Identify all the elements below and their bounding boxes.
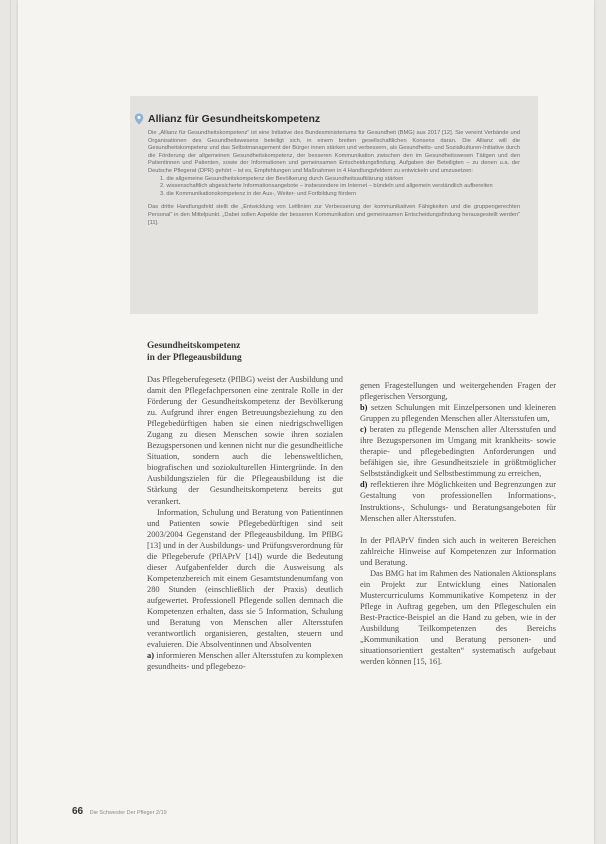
list-text: beraten zu pflegende Menschen aller Altersstufen und ihre Bezugspersonen im Umgang mit krankheits- sowie therapie- und pflegebedingten Anforderungen und befähigen sie, ihre Gesundheitsziele in größtmöglicher Selbstständigkeit und Selbstbestimmung zu erreichen, (360, 425, 556, 479)
location-pin-icon (134, 113, 144, 125)
page-number: 66 (72, 806, 84, 817)
body-paragraph: Information, Schulung und Beratung von Patientinnen und Patienten sowie Pflegebedürftigen sind seit 2003/2004 Gegenstand der Pflegeausbildung. Im PflBG [13] und in der Ausbildungs- und Prüfungsverordnung für die Pflegeberufe (PflAPrV [14]) wurde die Bedeutung dieser Aufgabenfelder durch die Ausweisung als Kompetenzbereich mit einem Gesamtstundenumfang von 280 Stunden (einschließlich der Praxis) deutlich aufgewertet. Professionell Pflegende sollen demnach die Kompetenzen erhalten, dass sie 5 Information, Schulung und Beratung von Menschen aller Altersstufen verantwortlich organisieren, gestalten, steuern und evaluieren. Die Absolventinnen und Absolventen (147, 507, 343, 650)
list-label: d) (360, 480, 368, 490)
list-text: setzen Schulungen mit Einzelpersonen und kleineren Gruppen zu pflegenden Menschen aller Altersstufen um, (360, 403, 556, 424)
list-item: 3. die Kommunikationskompetenz in der Aus-, Weiter- und Fortbildung fördern (160, 190, 357, 197)
list-text: informieren Menschen aller Altersstufen zu komplexen gesundheits- und pflegebezo- (147, 651, 343, 672)
list-item: 2. wissenschaftlich abgesicherte Informationsangebote – insbesondere im Internet – bündeln und allgemein verständlich aufbereiten (160, 183, 493, 190)
list-label: a) (147, 651, 154, 661)
info-box-title (148, 113, 320, 125)
page-footer (72, 806, 167, 817)
journal-name: Die Schwester Der Pfleger 2/19 (89, 810, 167, 816)
body-paragraph: Das Pflegeberufegesetz (PflBG) weist der Ausbildung und damit den Pflegefachpersonen eine zentrale Rolle in der Förderung der Gesundheitskompetenz der Bevölkerung zu. Aufgrund ihrer engen Betreuungsbeziehung zu den Pflegebedürftigen haben sie einen niedrigschwelligen Zugang zu diesen Menschen sowie ihren sozialen Bezugspersonen und kennen nicht nur die gesundheitliche Situation, sondern auch die lebensweltlichen, biografischen und soziokulturellen Hintergründe. In den Ausbildungszielen für die Pflegeausbildung ist die Stärkung der Gesundheitskompetenz bereits gut verankert. (147, 375, 343, 506)
list-item-d (360, 479, 556, 523)
page-edge-line (10, 0, 11, 844)
text-column-left (147, 374, 343, 672)
list-item-c (360, 424, 556, 479)
section-heading (147, 340, 347, 364)
list-item-a (147, 650, 343, 672)
body-paragraph: Das BMG hat im Rahmen des Nationalen Aktionsplans ein Projekt zur Entwicklung eines Nationalen Mustercurriculums Kommunikative Kompetenz in der Pflege in Auftrag gegeben, um den Pflegeschulen ein Best-Practice-Beispiel an die Hand zu geben, wie in der Ausbildung Teilkompetenzen des Bereichs „Kommunikation und Beratung personen- und situationsorientiert gestalten“ systematisch aufgebaut werden können [15, 16]. (360, 568, 556, 667)
body-paragraph: In der PflAPrV finden sich auch in weiteren Bereichen zahlreiche Hinweise auf Kompetenzen zur Information und Beratung. (360, 535, 556, 567)
text-column-right (360, 380, 556, 667)
list-label: c) (360, 425, 367, 435)
section-heading-line: Gesundheitskompetenz (147, 341, 241, 351)
list-label: b) (360, 403, 368, 413)
info-box-text (148, 130, 520, 227)
list-item: 1. die allgemeine Gesundheitskompetenz der Bevölkerung durch Gesundheitsaufklärung stärken (160, 175, 404, 182)
info-box-title-text: Allianz für Gesundheitskompetenz (148, 113, 321, 125)
info-box-paragraph: Die „Allianz für Gesundheitskompetenz“ ist eine Initiative des Bundesministeriums für Gesundheit (BMG) aus 2017 [12]. Sie vereint Verbände und Organisationen des Gesundheitswesens beteiligt sich, in einem breiten gesellschaftlichen Konsens daran. Die Allianz will die Gesundheitskompetenz und das Selbstmanagement der Bürger innen stärken und verbessern, als Gesundheits- und Sozialkulturen-Initiative durch die Förderung der allgemeinen Gesundheitskompetenz, der besseren Kommunikation zwischen den im Gesundheitswesen Tätigen und den Patientinnen und Patienten, sowie der Informationen und gemeinsamen Entscheidungsfindung. Aufgaben der Beteiligten – zu denen u.a. der Deutsche Pflegerat (DPR) gehört – ist es, Empfehlungen und Maßnahmen in 4 Handlungsfeldern zu entwickeln und umzusetzen: (148, 130, 520, 174)
list-item-b (360, 402, 556, 424)
body-paragraph: genen Fragestellungen und weitergehenden Fragen der pflegerischen Versorgung, (360, 381, 556, 402)
section-heading-line: in der Pflegeausbildung (147, 353, 242, 363)
list-text: reflektieren ihre Möglichkeiten und Begrenzungen zur Gestaltung von professionellen Informations-, Instruktions-, Schulungs- und Beratungsangeboten für Menschen aller Altersstufen. (360, 480, 556, 523)
info-box-paragraph: Das dritte Handlungsfeld stellt die „Entwicklung von Leitlinien zur Verbesserung der kommunikativen Fähigkeiten und die gruppengerechten Personal“ in den Mittelpunkt. „Dabei sollen Aspekte der besseren Kommunikation und gemeinsamen Entscheidungsfindung herausgestellt werden“ [11]. (148, 204, 520, 226)
info-box-list (148, 176, 520, 199)
